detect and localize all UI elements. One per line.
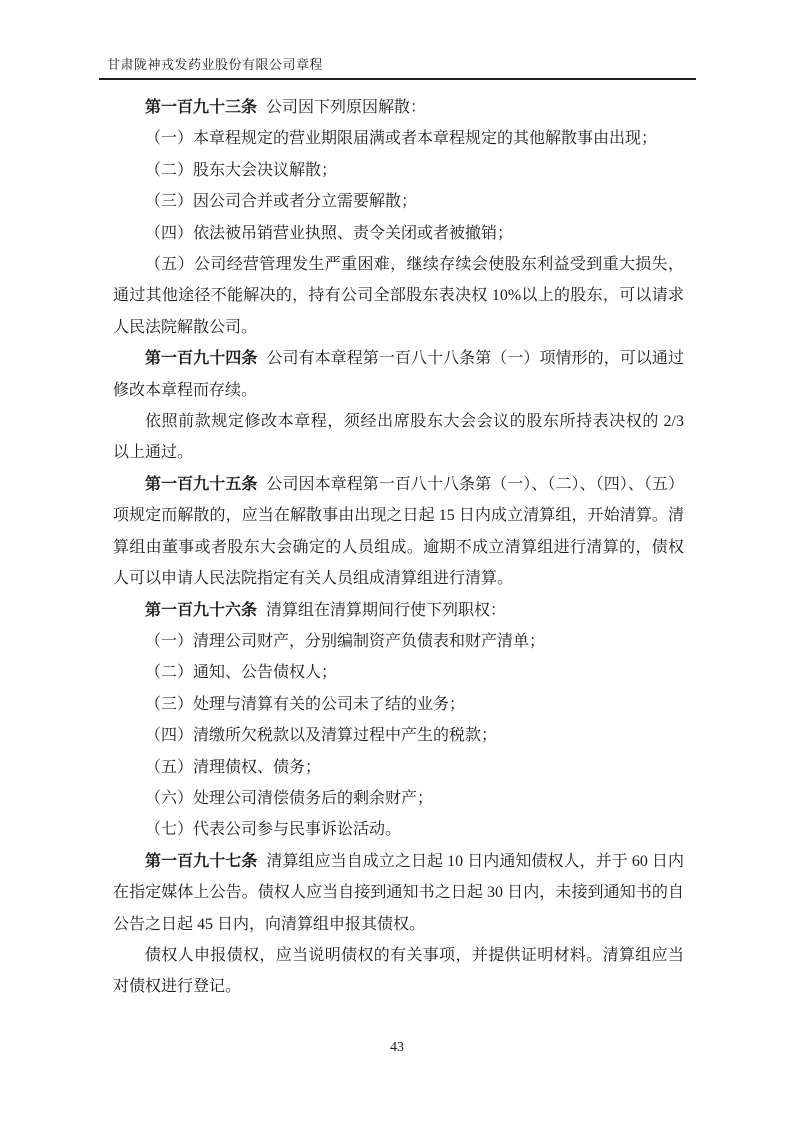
header-title: 甘肃陇神戎发药业股份有限公司章程 [107, 57, 324, 72]
paragraph-text: 依照前款规定修改本章程，须经出席股东大会会议的股东所持表决权的 2/3 以上通过。 [113, 413, 684, 462]
paragraph-text: 公司因本章程第一百八十八条第（一）、（二）、（四）、（五）项规定而解散的，应当在解散事由出现之日起 15 日内成立清算组，开始清算。清算组由董事或者股东大会确定的人员组成。逾期不成立清算组进行清算的，债权人可以申请人民法院指定有关人员组成清算组进行清算。 [113, 475, 684, 588]
paragraph [113, 155, 684, 186]
paragraph [113, 249, 684, 343]
paragraph-text: 债权人申报债权，应当说明债权的有关事项，并提供证明材料。清算组应当对债权进行登记。 [113, 946, 684, 996]
paragraph [113, 657, 684, 688]
paragraph-text: （四）清缴所欠税款以及清算过程中产生的税款； [145, 727, 498, 745]
paragraph-text: 清算组在清算期间行使下列职权： [266, 601, 507, 619]
paragraph [113, 626, 684, 657]
page-number: 43 [390, 1040, 404, 1055]
paragraph-text: （四）依法被吊销营业执照、责令关闭或者被撤销； [145, 224, 514, 242]
paragraph-text: （三）处理与清算有关的公司未了结的业务； [145, 695, 466, 713]
paragraph-text: （五）公司经营管理发生严重困难，继续存续会使股东利益受到重大损失，通过其他途径不能解决的，持有公司全部股东表决权 10%以上的股东，可以请求人民法院解散公司。 [113, 256, 684, 336]
document-body [113, 92, 684, 1003]
paragraph-text: （七）代表公司参与民事诉讼活动。 [145, 821, 402, 839]
article-number: 第一百九十七条 [145, 852, 258, 870]
paragraph [113, 783, 684, 814]
article-number: 第一百九十三条 [145, 99, 258, 116]
paragraph-text: （一）清理公司财产，分别编制资产负债表和财产清单； [145, 632, 546, 650]
paragraph [113, 752, 684, 783]
paragraph-text: 公司有本章程第一百八十八条第（一）项情形的，可以通过修改本章程而存续。 [113, 350, 684, 399]
paragraph [113, 720, 684, 751]
article-number: 第一百九十五条 [145, 475, 258, 493]
article-number: 第一百九十六条 [145, 601, 258, 619]
paragraph-text: （二）股东大会决议解散； [145, 161, 338, 179]
page-footer [0, 1040, 794, 1056]
paragraph [113, 92, 684, 123]
paragraph [113, 940, 684, 1003]
paragraph [113, 406, 684, 469]
paragraph [113, 814, 684, 845]
paragraph [113, 343, 684, 406]
paragraph [113, 595, 684, 626]
paragraph [113, 689, 684, 720]
paragraph-text: （五）清理债权、债务； [145, 758, 322, 776]
paragraph [113, 186, 684, 217]
page-header [99, 54, 696, 80]
article-number: 第一百九十四条 [145, 350, 258, 368]
paragraph-text: （六）处理公司清偿债务后的剩余财产； [145, 789, 434, 807]
paragraph-text: 清算组应当自成立之日起 10 日内通知债权人，并于 60 日内在指定媒体上公告。债权人应当自接到通知书之日起 30 日内，未接到通知书的自公告之日起 45 日内，向清算组申报其债权。 [113, 852, 684, 933]
paragraph [113, 846, 684, 940]
paragraph-text: （三）因公司合并或者分立需要解散； [145, 193, 418, 211]
paragraph-text: （二）通知、公告债权人； [145, 664, 338, 682]
paragraph [113, 469, 684, 595]
paragraph-text: 公司因下列原因解散： [266, 99, 427, 116]
paragraph [113, 123, 684, 154]
paragraph-text: （一）本章程规定的营业期限届满或者本章程规定的其他解散事由出现； [145, 130, 658, 148]
paragraph [113, 218, 684, 249]
